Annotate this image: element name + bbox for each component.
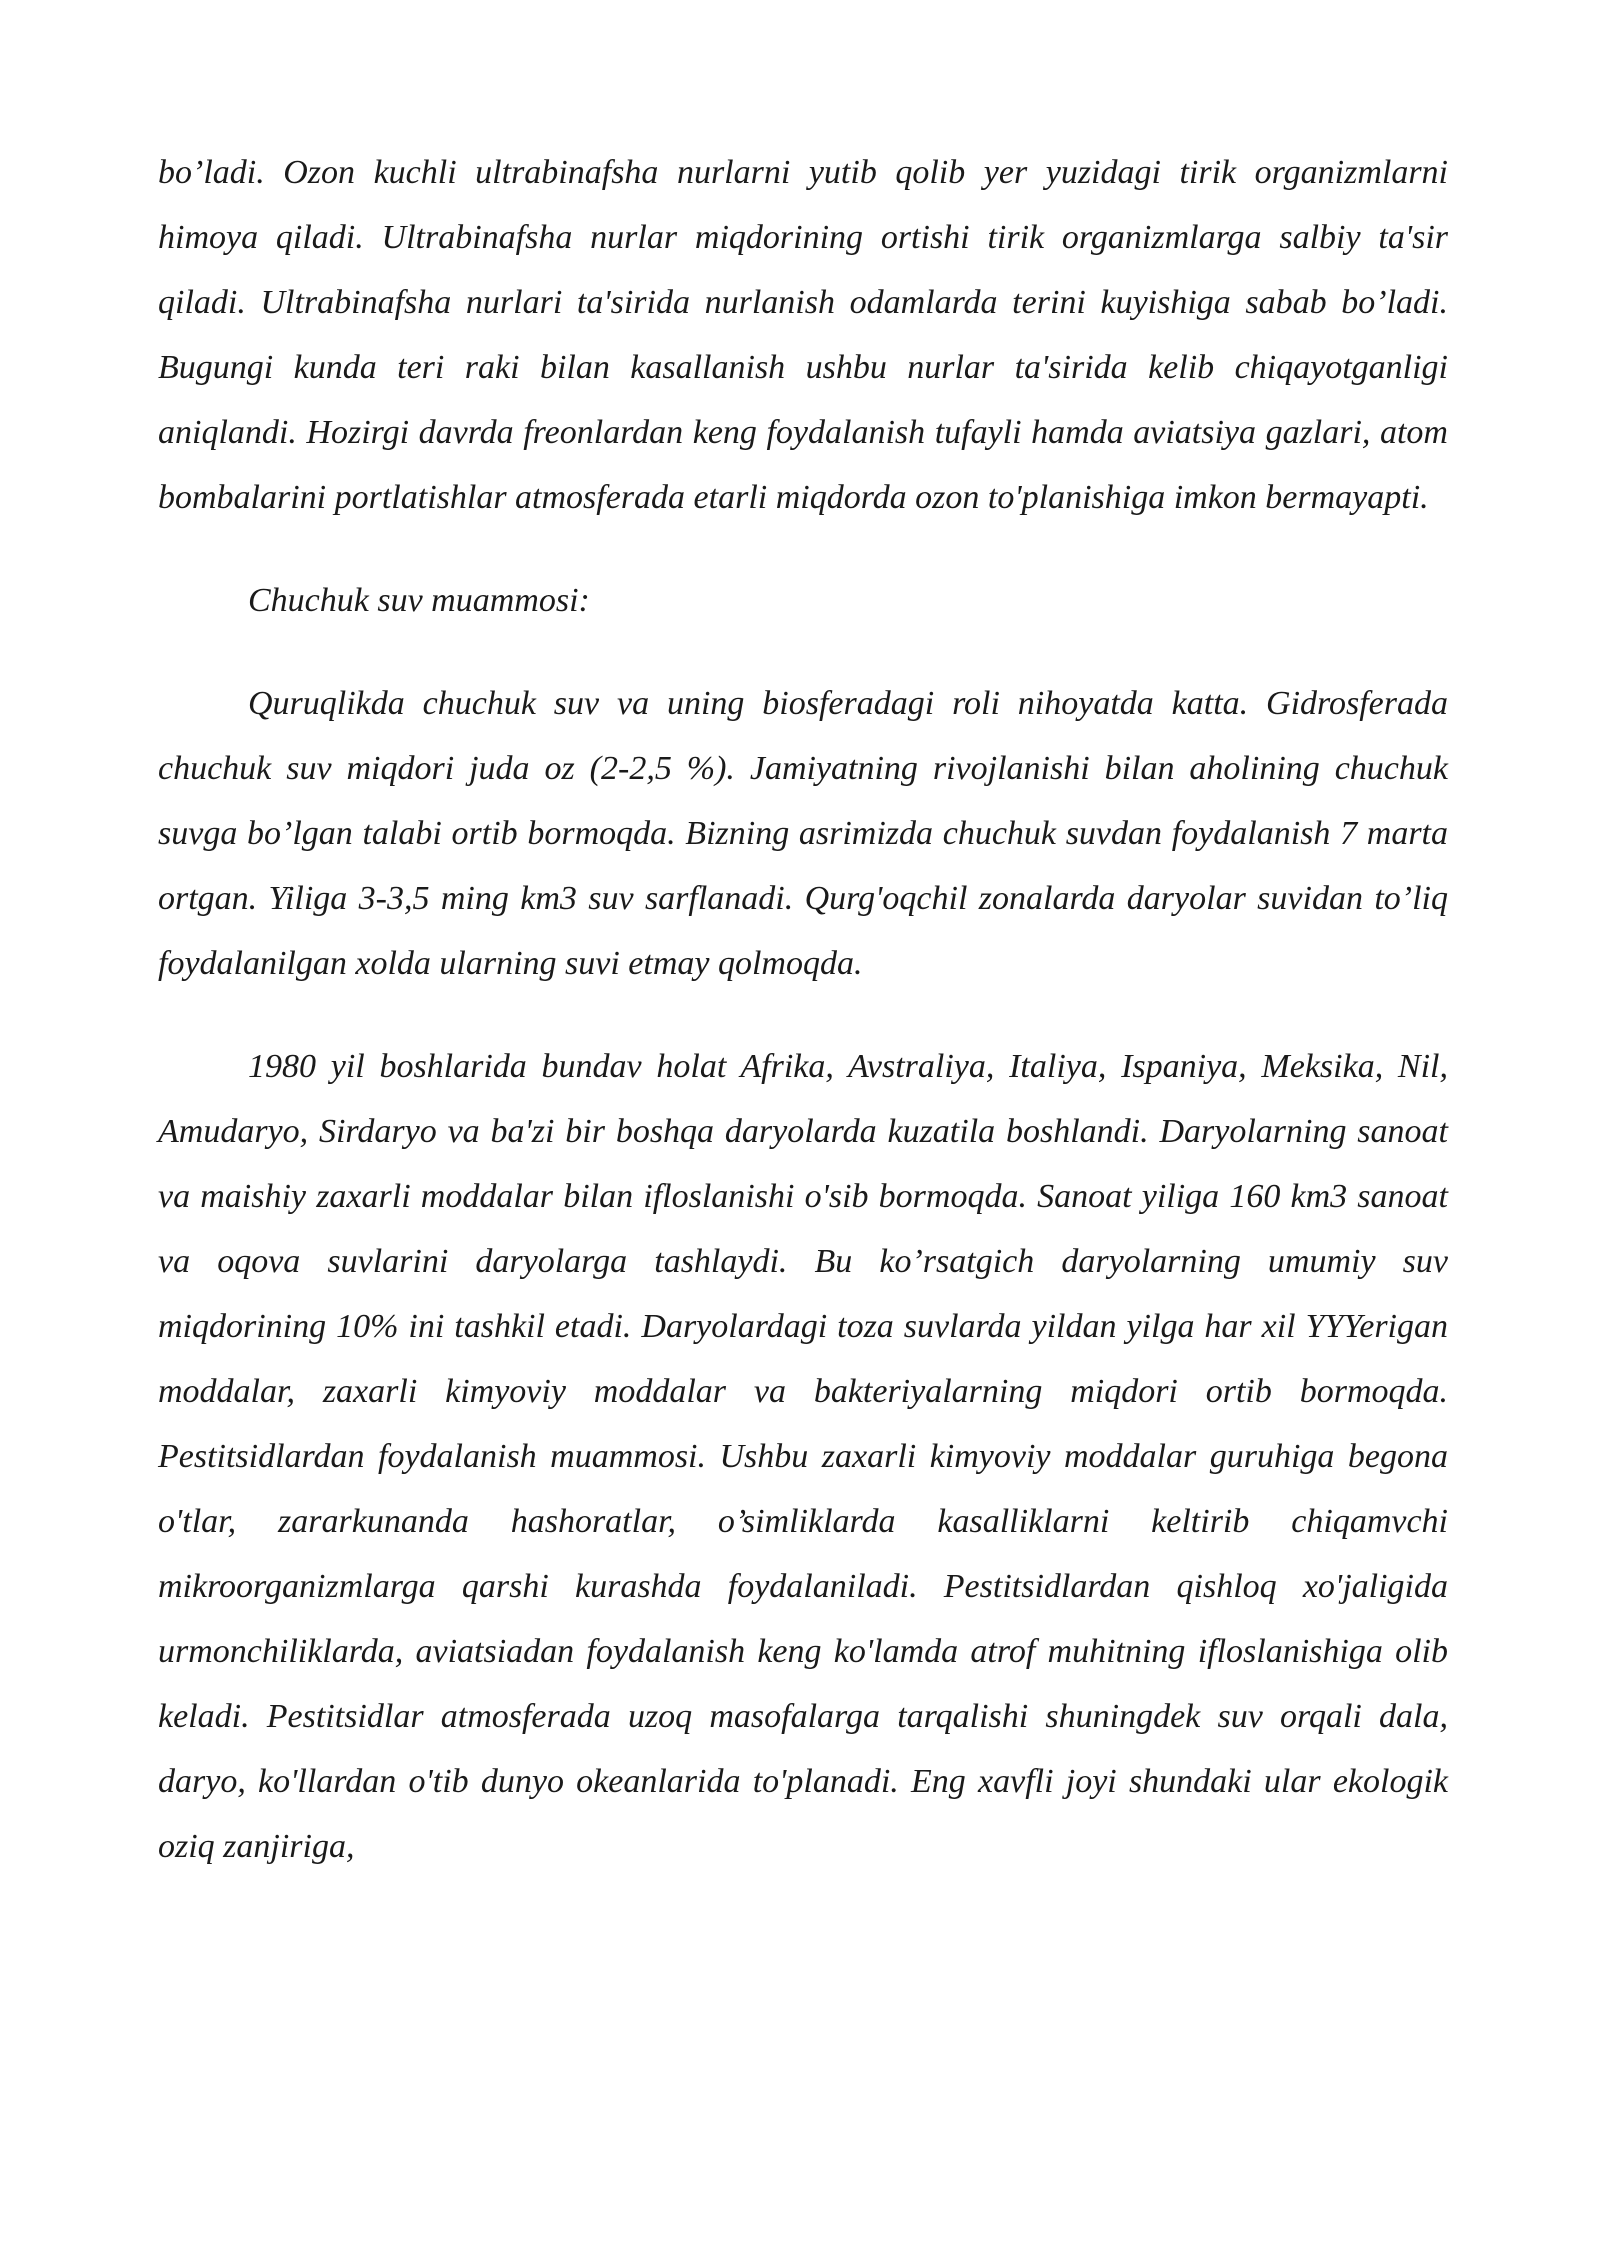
section-heading-fresh-water: Chuchuk suv muammosi:: [248, 582, 590, 619]
paragraph-fresh-water-role: Quruqlikda chuchuk suv va uning biosferadagi roli nihoyatda katta. Gidrosferada chuchuk suv miqdori juda oz (2-2,5 %). Jamiyatning rivojlanishi bilan aholining chuchuk suvga bo’lgan talabi ortib bormoqda. Bizning asrimizda chuchuk suvdan foydalanish 7 marta ortgan. Yiliga 3-3,5 ming km3 suv sarflanadi. Qurg'oqchil zonalarda daryolar suvidan to’liq foydalanilgan xolda ularning suvi etmay qolmoqda.: [158, 685, 1448, 982]
paragraph-ozone-continued: bo’ladi. Ozon kuchli ultrabinafsha nurlarni yutib qolib yer yuzidagi tirik organizmlarni himoya qiladi. Ultrabinafsha nurlar miqdorining ortishi tirik organizmlarga salbiy ta'sir qiladi. Ultrabinafsha nurlari ta'sirida nurlanish odamlarda terini kuyishiga sabab bo’ladi. Bugungi kunda teri raki bilan kasallanish ushbu nurlar ta'sirida kelib chiqayotganligi aniqlandi. Hozirgi davrda freonlardan keng foydalanish tufayli hamda aviatsiya gazlari, atom bombalarini portlatishlar atmosferada etarli miqdorda ozon to'planishiga imkon bermayapti.: [158, 154, 1448, 516]
paragraph-river-pollution: 1980 yil boshlarida bundav holat Afrika, Avstraliya, Italiya, Ispaniya, Meksika, Nil, Amudaryo, Sirdaryo va ba'zi bir boshqa daryolarda kuzatila boshlandi. Daryolarning sanoat va maishiy zaxarli moddalar bilan ifloslanishi o'sib bormoqda. Sanoat yiliga 160 km3 sanoat va oqova suvlarini daryolarga tashlaydi. Bu ko’rsatgich daryolarning umumiy suv miqdorining 10% ini tashkil etadi. Daryolardagi toza suvlarda yildan yilga har xil YYYerigan moddalar, zaxarli kimyoviy moddalar va bakteriyalarning miqdori ortib bormoqda. Pestitsidlardan foydalanish muammosi. Ushbu zaxarli kimyoviy moddalar guruhiga begona o'tlar, zararkunanda hashoratlar, o’simliklarda kasalliklarni keltirib chiqamvchi mikroorganizmlarga qarshi kurashda foydalaniladi. Pestitsidlardan qishloq xo'jaligida urmonchiliklarda, aviatsiadan foydalanish keng ko'lamda atrof muhitning ifloslanishiga olib keladi. Pestitsidlar atmosferada uzoq masofalarga tarqalishi shuningdek suv orqali dala, daryo, ko'llardan o'tib dunyo okeanlarida to'planadi. Eng xavfli joyi shundaki ular ekologik oziq zanjiriga,: [158, 1048, 1448, 1865]
document-page: [158, 140, 1448, 1879]
